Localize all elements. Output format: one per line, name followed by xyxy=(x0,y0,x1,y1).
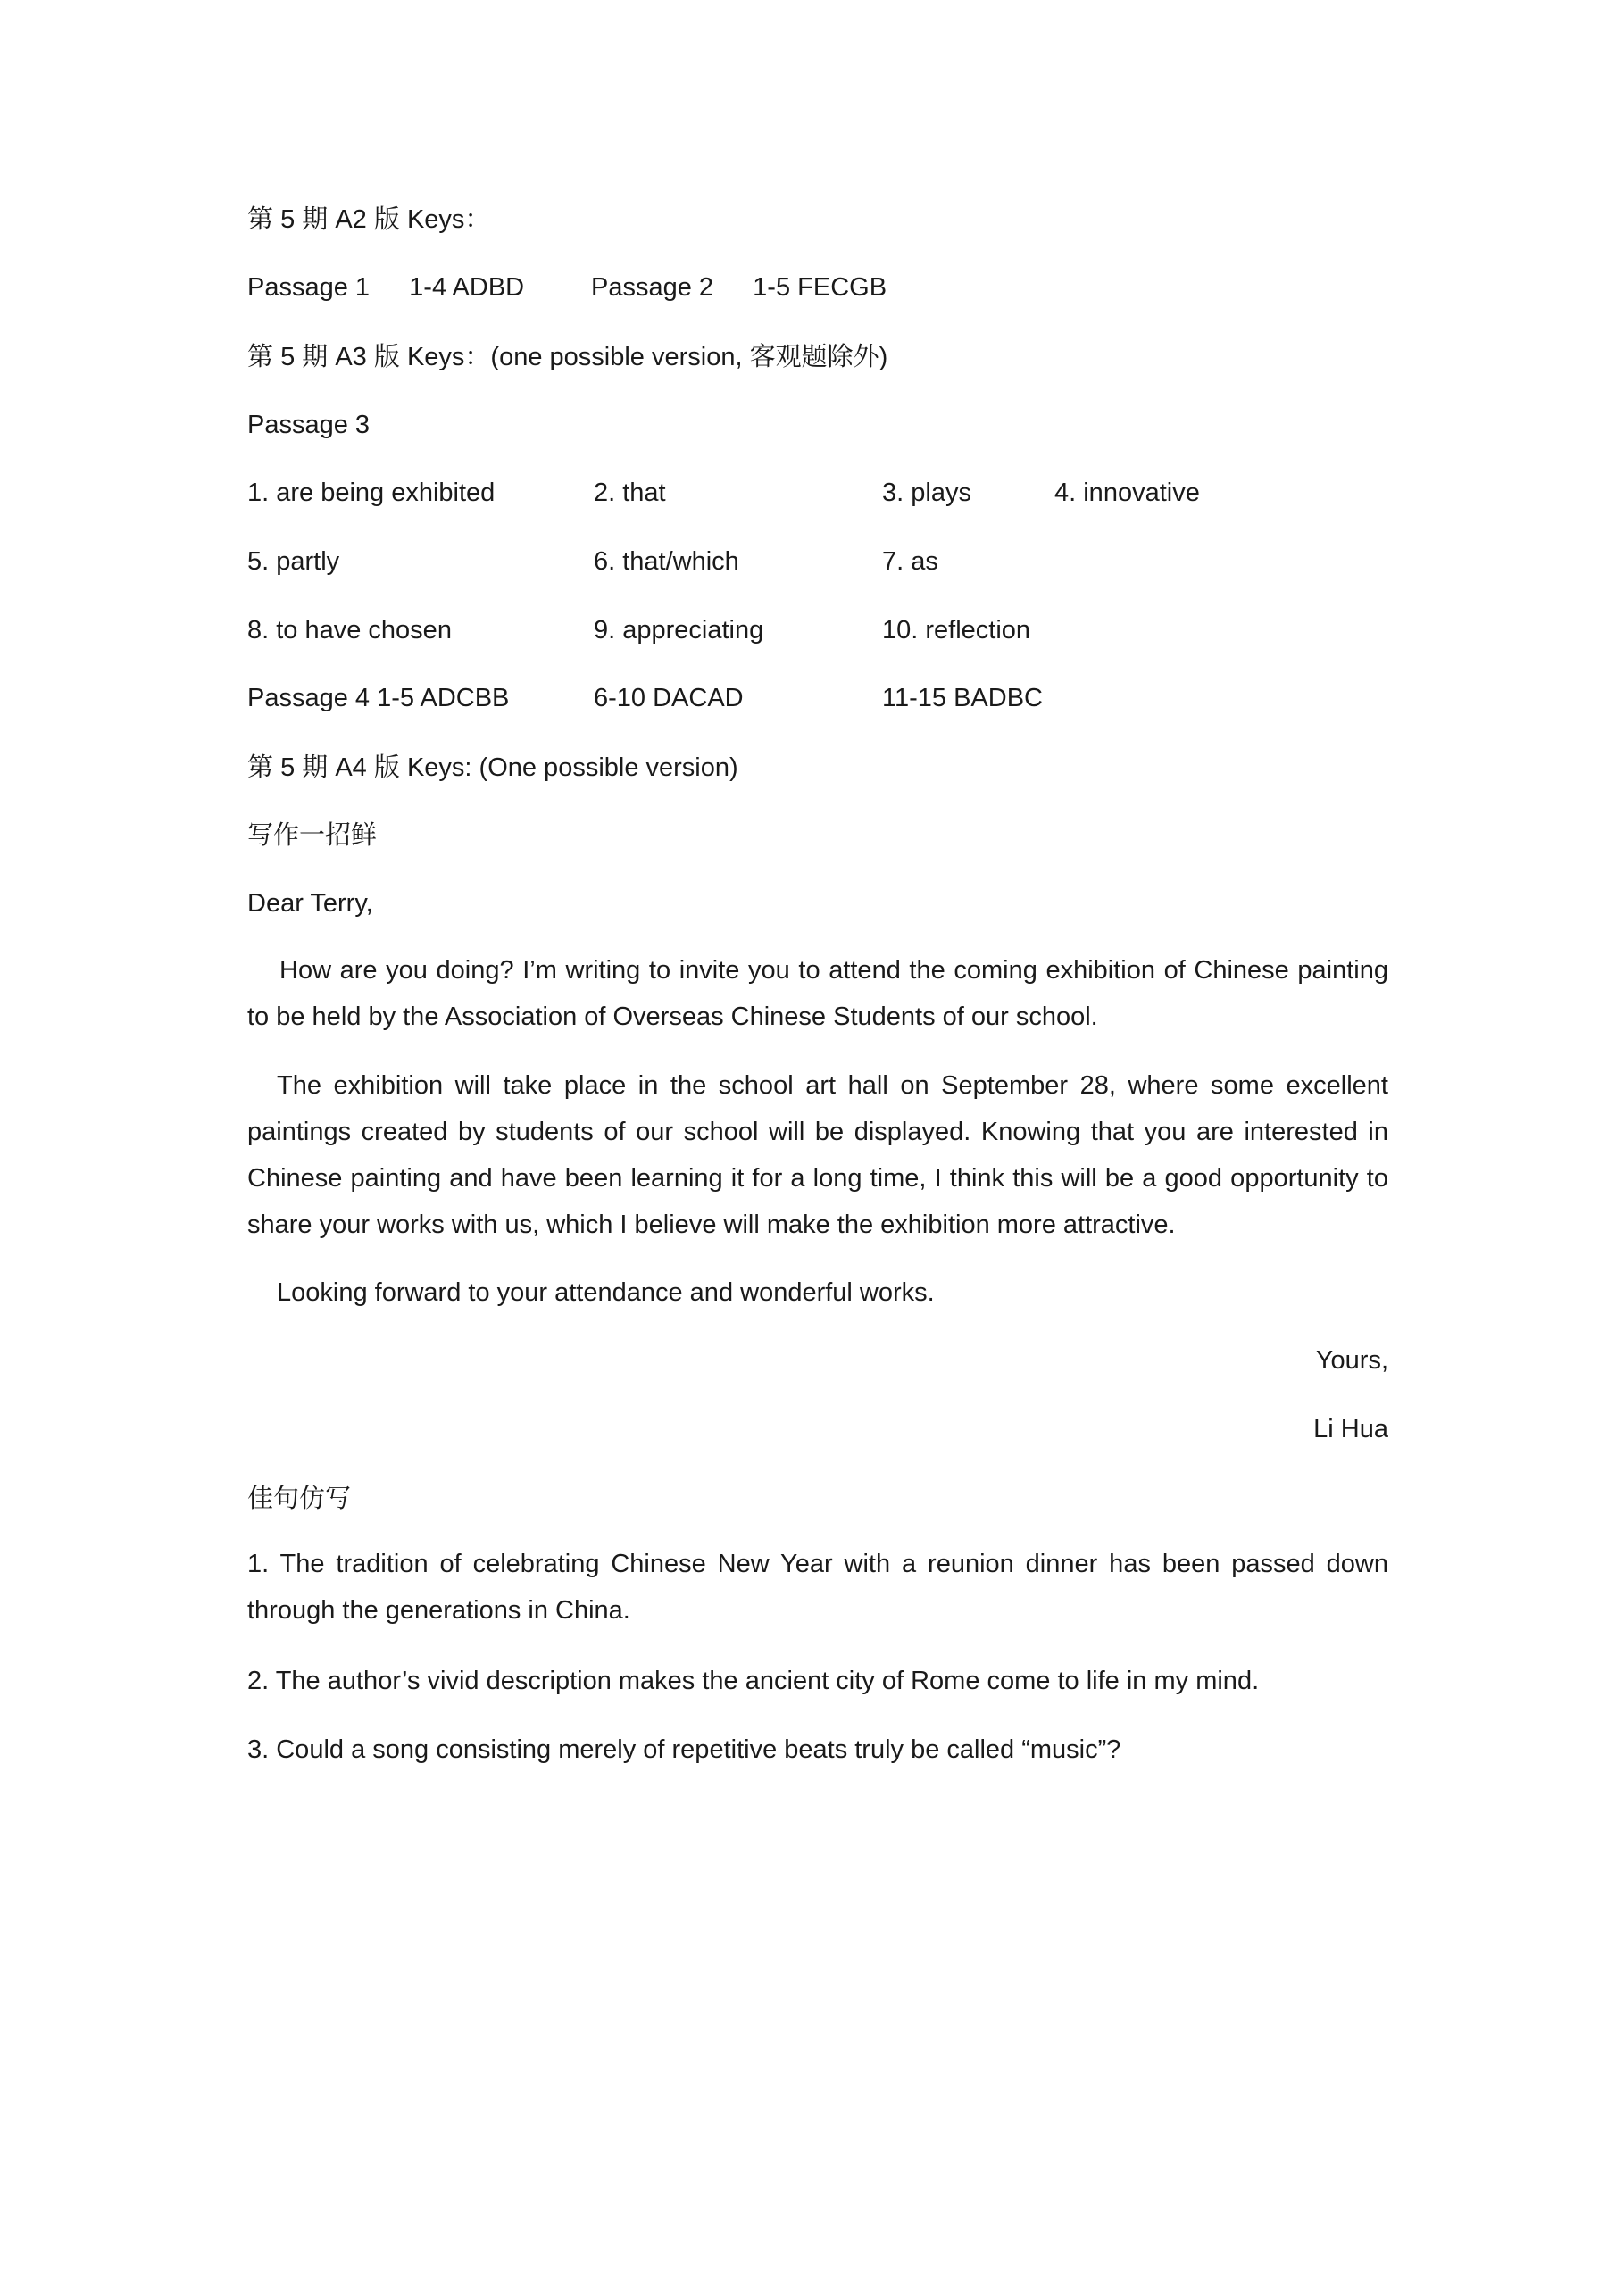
p3-answer: 6. that/which xyxy=(594,547,739,576)
letter-greeting: Dear Terry, xyxy=(247,889,373,918)
passage1-keys: 1-4 ADBD xyxy=(409,273,525,302)
p3-answer: 9. appreciating xyxy=(594,616,764,645)
writing-section-title: 写作一招鲜 xyxy=(247,819,378,850)
p3-answer: 1. are being exhibited xyxy=(247,478,496,507)
passage4-keys: 6-10 DACAD xyxy=(594,684,744,712)
imitation-sentence: 1. The tradition of celebrating Chinese New Year with a reunion dinner has been passed down through the generations in China. xyxy=(247,1550,1388,1625)
a3-heading: 第 5 期 A3 版 Keys：(one possible version, 客观题除外) xyxy=(247,341,888,371)
imitation-sentence: 2. The author’s vivid description makes the ancient city of Rome come to life in my mind. xyxy=(247,1667,1260,1695)
p3-answer: 5. partly xyxy=(247,547,340,576)
imitation-section-title: 佳句仿写 xyxy=(247,1483,352,1513)
letter-paragraph: The exhibition will take place in the school art hall on September 28, where some excellent paintings created by students of our school will be displayed. Knowing that you are interested in Chinese painting and have been learning it for a long time, I think this will be a good opportunity to share your works with us, which I believe will make the exhibition more attractive. xyxy=(247,1071,1388,1239)
a2-keys-row xyxy=(247,274,524,303)
p3-answer: 8. to have chosen xyxy=(247,616,452,645)
letter-paragraph: Looking forward to your attendance and wonderful works. xyxy=(277,1278,935,1307)
p3-answer: 10. reflection xyxy=(882,616,1031,645)
passage3-label: Passage 3 xyxy=(247,411,371,439)
p3-answer: 7. as xyxy=(882,547,938,576)
p3-answer: 3. plays xyxy=(882,478,971,507)
p3-answer: 2. that xyxy=(594,478,666,507)
imitation-sentence: 3. Could a song consisting merely of repetitive beats truly be called “music”? xyxy=(247,1735,1121,1764)
letter-closing: Yours, xyxy=(1315,1346,1388,1375)
passage4-keys: Passage 4 1-5 ADCBB xyxy=(247,684,510,712)
letter-paragraph: How are you doing? I’m writing to invite you to attend the coming exhibition of Chinese painting to be held by the Association of Overseas Chinese Students of our school. xyxy=(247,956,1388,1031)
letter-signature: Li Hua xyxy=(1313,1415,1388,1443)
a4-heading: 第 5 期 A4 版 Keys: (One possible version) xyxy=(247,752,738,782)
passage2-label: Passage 2 xyxy=(591,273,714,302)
passage4-keys: 11-15 BADBC xyxy=(882,684,1043,712)
p3-answer: 4. innovative xyxy=(1054,478,1200,507)
a2-passage2 xyxy=(591,274,887,303)
a2-heading: 第 5 期 A2 版 Keys： xyxy=(247,204,491,234)
passage1-label: Passage 1 xyxy=(247,273,371,302)
passage2-keys: 1-5 FECGB xyxy=(753,273,887,302)
